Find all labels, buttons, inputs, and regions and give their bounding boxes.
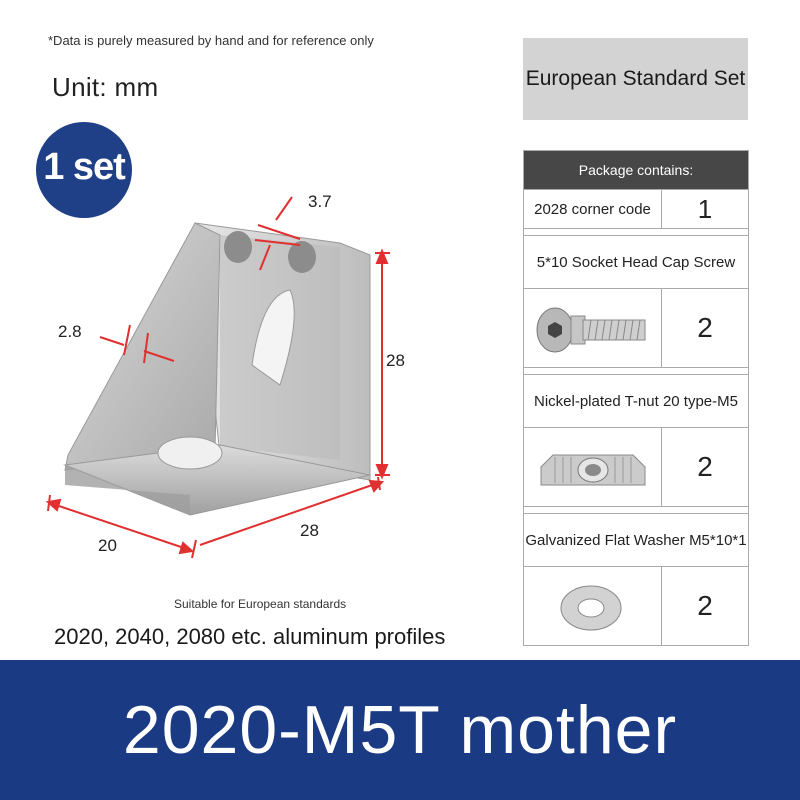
base-hole <box>158 437 222 469</box>
flat-washer-icon <box>533 576 653 636</box>
package-row-screw <box>524 288 748 367</box>
package-row-tnut <box>524 427 748 506</box>
disclaimer-text: *Data is purely measured by hand and for reference only <box>48 33 374 48</box>
t-nut-icon <box>533 437 653 497</box>
washer-qty: 2 <box>697 590 713 621</box>
set-badge-label: 1 set <box>43 146 125 188</box>
set-name-box <box>523 38 748 120</box>
dim-height-label: 28 <box>386 351 405 370</box>
socket-screw-icon <box>533 298 653 358</box>
screw-name: 5*10 Socket Head Cap Screw <box>524 235 748 288</box>
package-table <box>523 150 749 646</box>
mounting-hole-2 <box>288 241 316 273</box>
package-row-washer <box>524 566 748 645</box>
tnut-image <box>524 428 662 506</box>
product-banner <box>0 660 800 800</box>
dim-wall-label: 2.8 <box>58 322 82 341</box>
suitable-text: Suitable for European standards <box>174 597 347 611</box>
corner-bracket-diagram <box>40 185 460 565</box>
dim-width-label: 20 <box>98 536 117 555</box>
product-title: 2020-M5T mother <box>122 692 678 768</box>
washer-name: Galvanized Flat Washer M5*10*1 <box>524 513 748 566</box>
bracket-side-web <box>65 223 220 470</box>
dim-hole-label: 3.7 <box>308 192 332 211</box>
unit-label: Unit: mm <box>52 72 159 102</box>
corner-name: 2028 corner code <box>524 190 662 228</box>
tnut-name: Nickel-plated T-nut 20 type-M5 <box>524 374 748 427</box>
screw-image <box>524 289 662 367</box>
tnut-qty: 2 <box>697 451 713 482</box>
profiles-text: 2020, 2040, 2080 etc. aluminum profiles <box>54 624 446 649</box>
mounting-hole-1 <box>224 231 252 263</box>
package-row-corner <box>524 189 748 228</box>
corner-qty: 1 <box>697 193 713 224</box>
screw-qty: 2 <box>697 312 713 343</box>
set-name: European Standard Set <box>525 67 746 90</box>
dim-depth-label: 28 <box>300 521 319 540</box>
package-header: Package contains: <box>524 151 748 189</box>
washer-image <box>524 567 662 645</box>
